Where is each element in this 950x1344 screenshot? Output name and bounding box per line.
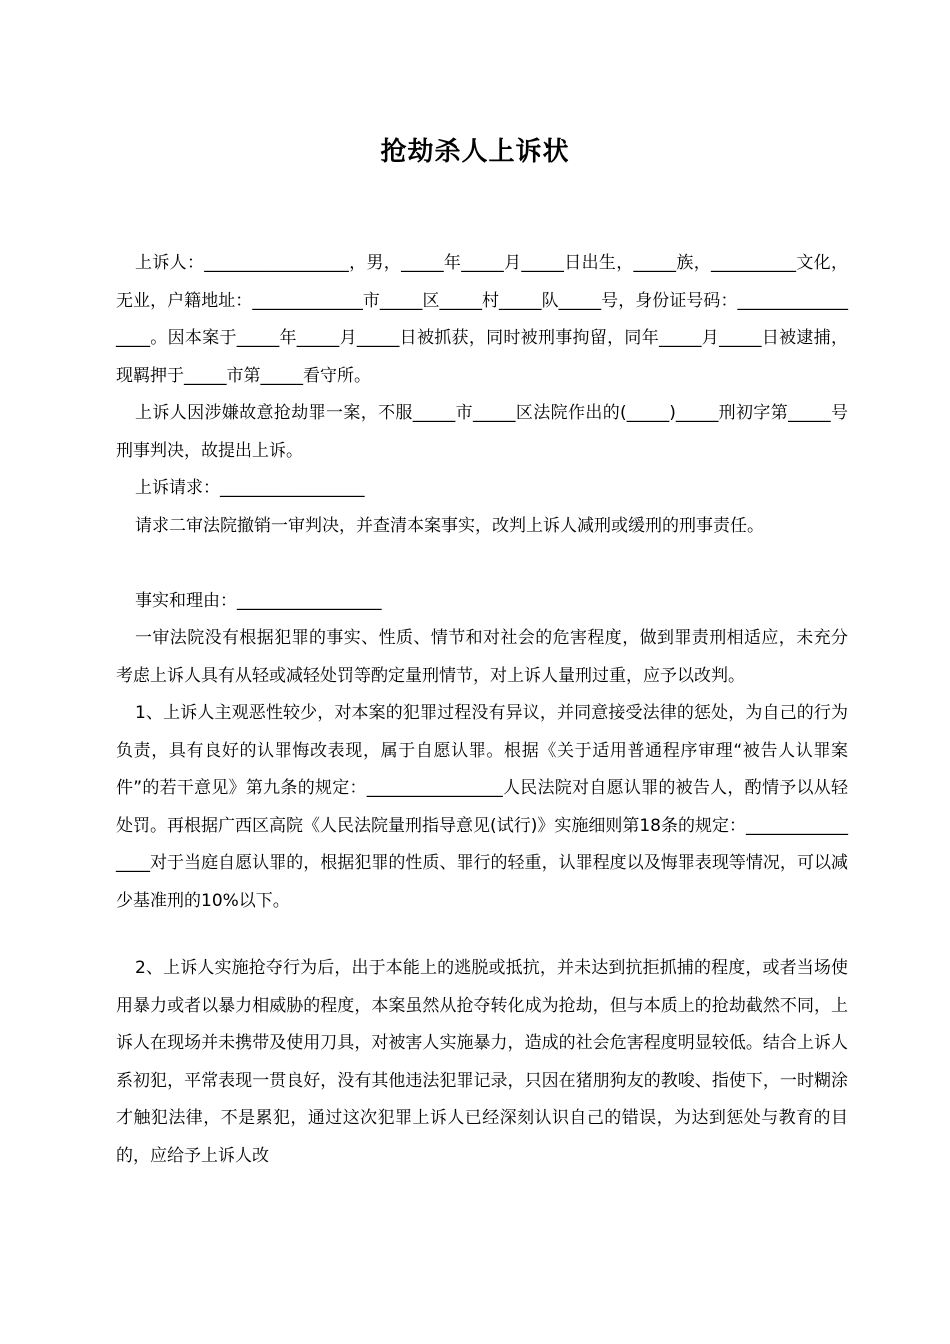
appeal-reason-paragraph: 上诉人因涉嫌故意抢劫罪一案，不服_____市_____区法院作出的(_____)_____刑初字第_____号刑事判决，故提出上诉。 xyxy=(116,403,848,461)
facts-reasons-heading: 事实和理由：_________________ xyxy=(135,590,382,611)
paragraph-spacer xyxy=(116,920,848,950)
document-title: 抢劫杀人上诉状 xyxy=(380,137,570,167)
appellant-info-paragraph: 上诉人：_________________，男，_____年_____月_____日出生，_____族，__________文化，无业，户籍地址：_____________市_____区_____村_____队_____号，身份证号码：_________________。因本案于_____年_____月_____日被抓获，同时被刑事拘留，同年_____月_____日被逮捕，现羁押于_____市第_____看守所。 xyxy=(116,253,848,386)
appeal-request-paragraph: 请求二审法院撤销一审判决，并查清本案事实，改判上诉人减刑或缓刑的刑事责任。 xyxy=(135,515,764,536)
reason-point-2: 2、上诉人实施抢夺行为后，出于本能上的逃脱或抵抗，并未达到抗拒抓捕的程度，或者当场使用暴力或者以暴力相威胁的程度，本案虽然从抢夺转化成为抢劫，但与本质上的抢劫截然不同，上诉人在现场并未携带及使用刀具，对被害人实施暴力，造成的社会危害程度明显较低。结合上诉人系初犯，平常表现一贯良好，没有其他违法犯罪记录，只因在猪朋狗友的教唆、指使下，一时糊涂才触犯法律，不是累犯，通过这次犯罪上诉人已经深刻认识自己的错误，为达到惩处与教育的目的，应给予上诉人改 xyxy=(116,958,848,1166)
facts-reasons-paragraph: 一审法院没有根据犯罪的事实、性质、情节和对社会的危害程度，做到罪责刑相适应，未充分考虑上诉人具有从轻或减轻处罚等酌定量刑情节，对上诉人量刑过重，应予以改判。 xyxy=(116,628,848,686)
appeal-request-heading: 上诉请求：_________________ xyxy=(135,478,365,498)
document-body xyxy=(116,245,848,1175)
paragraph-spacer xyxy=(116,545,848,583)
reason-point-1: 1、上诉人主观恶性较少，对本案的犯罪过程没有异议，并同意接受法律的惩处，为自己的行为负责，具有良好的认罪悔改表现，属于自愿认罪。根据《关于适用普通程序审理“被告人认罪案件”的若干意见》第九条的规定：________________人民法院对自愿认罪的被告人，酌情予以从轻处罚。再根据广西区高院《人民法院量刑指导意见(试行)》实施细则第18条的规定：________________对于当庭自愿认罪的，根据犯罪的性质、罪行的轻重，认罪程度以及悔罪表现等情况，可以减少基准刑的10%以下。 xyxy=(116,703,848,911)
